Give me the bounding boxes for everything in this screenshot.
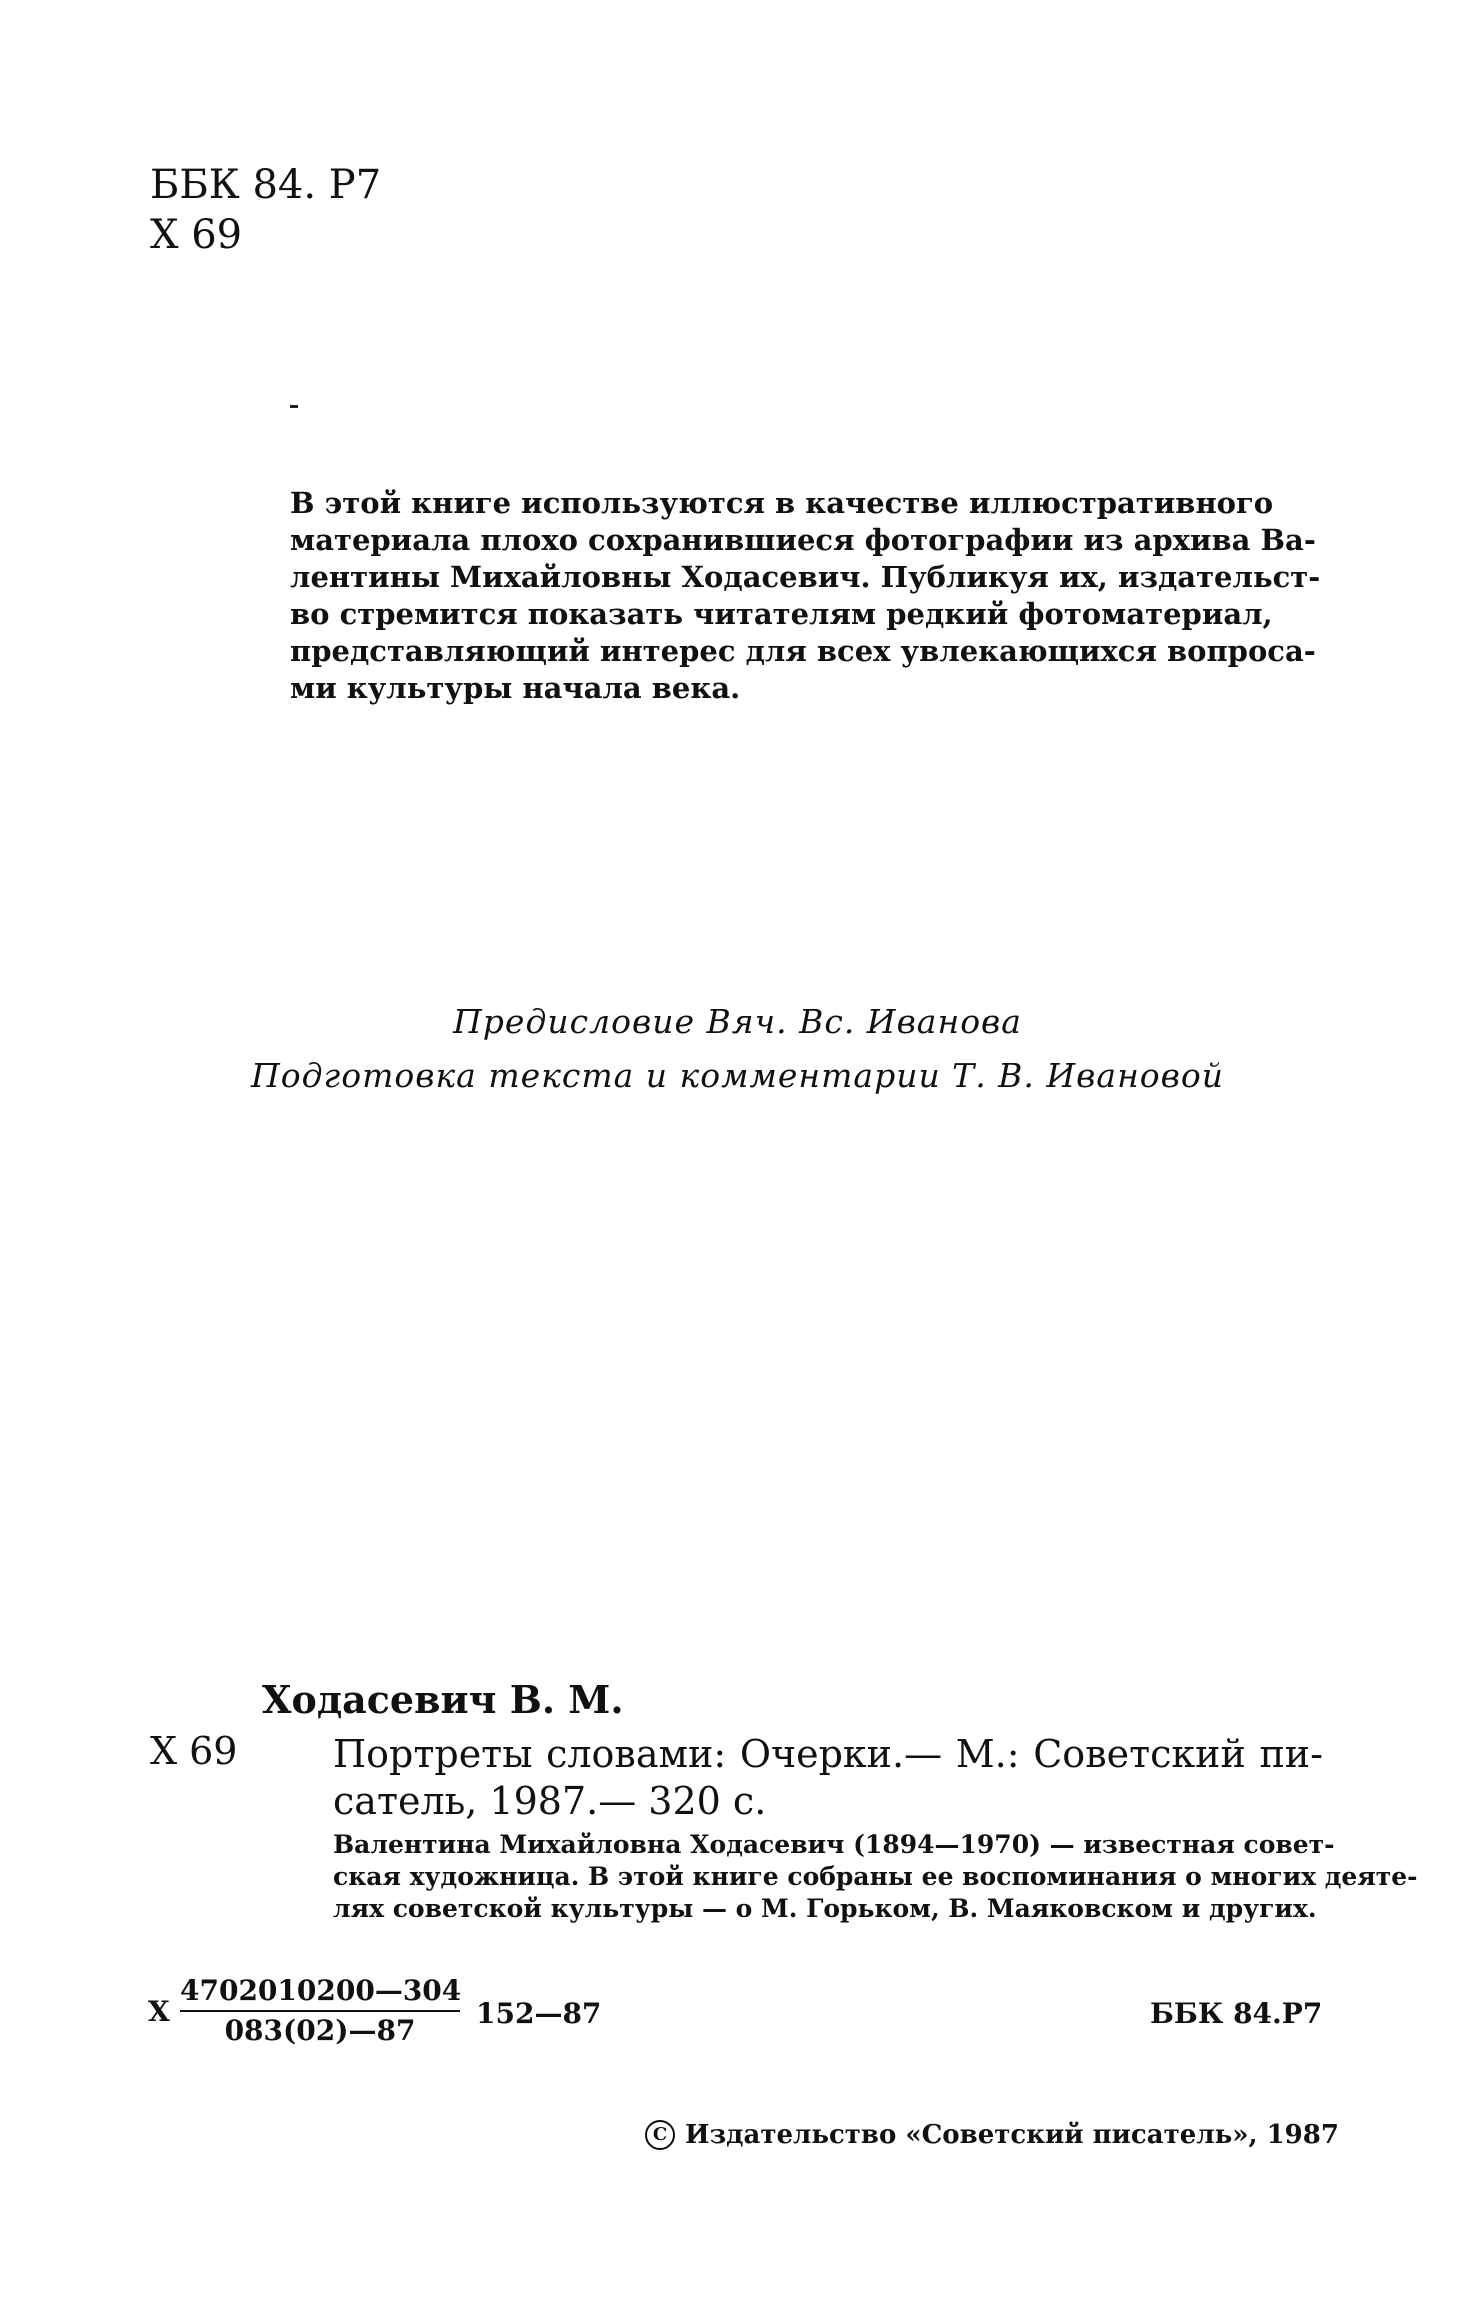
title-word: Советский bbox=[1033, 1732, 1246, 1776]
note-line: представляющий интерес для всех увлекающихся вопроса- bbox=[290, 634, 1316, 668]
copyright-icon: С bbox=[645, 2120, 675, 2150]
index-bbk: ББК 84.Р7 bbox=[1150, 1997, 1323, 2030]
note-line: В этой книге используются в качестве иллюстративного bbox=[290, 486, 1274, 520]
catalog-code: Х 69 bbox=[150, 1729, 238, 1773]
index-x: Х bbox=[148, 1995, 170, 2028]
note-line: лентины Михайловны Ходасевич. Публикуя их, издательст- bbox=[290, 560, 1321, 594]
note-line: во стремится показать читателям редкий фотоматериал, bbox=[290, 597, 1273, 631]
index-series: 152—87 bbox=[476, 1997, 602, 2030]
abstract-line: ская художница. В этой книге собраны ее воспоминания о многих деяте- bbox=[333, 1862, 1418, 1891]
abstract-line: Валентина Михайловна Ходасевич (1894—1970) — известная совет- bbox=[333, 1830, 1335, 1859]
preface-credit: Предисловие Вяч. Вс. Иванова bbox=[453, 1002, 1022, 1041]
author-mark: Х 69 bbox=[150, 212, 243, 258]
note-line: ми культуры начала века. bbox=[290, 671, 741, 705]
catalog-title bbox=[333, 1731, 1323, 1825]
catalog-abstract bbox=[333, 1829, 1418, 1925]
index-numerator: 4702010200—304 bbox=[180, 1976, 460, 2012]
index-fraction bbox=[180, 1976, 460, 2046]
preparation-credit: Подготовка текста и комментарии Т. В. Ивановой bbox=[250, 1056, 1224, 1095]
title-word: словами: bbox=[546, 1732, 727, 1776]
title-word: пи- bbox=[1259, 1732, 1323, 1776]
copyright-line bbox=[645, 2120, 1339, 2150]
index-denominator: 083(02)—87 bbox=[224, 2014, 416, 2047]
small-dash bbox=[290, 405, 298, 408]
title-word: М.: bbox=[955, 1732, 1020, 1776]
copyright-text: Издательство «Советский писатель», 1987 bbox=[685, 2120, 1339, 2150]
title-word: Очерки.— bbox=[739, 1732, 943, 1776]
bbk-code: ББК 84. Р7 bbox=[150, 162, 382, 208]
illustration-note bbox=[290, 485, 1321, 707]
note-line: материала плохо сохранившиеся фотографии из архива Ва- bbox=[290, 523, 1316, 557]
title-word: Портреты bbox=[333, 1732, 533, 1776]
catalog-author: Ходасевич В. М. bbox=[262, 1677, 624, 1722]
title-line-1 bbox=[333, 1731, 1323, 1778]
title-line-2: сатель, 1987.— 320 с. bbox=[333, 1779, 767, 1823]
abstract-line: лях советской культуры — о М. Горьком, В. Маяковском и других. bbox=[333, 1894, 1317, 1923]
